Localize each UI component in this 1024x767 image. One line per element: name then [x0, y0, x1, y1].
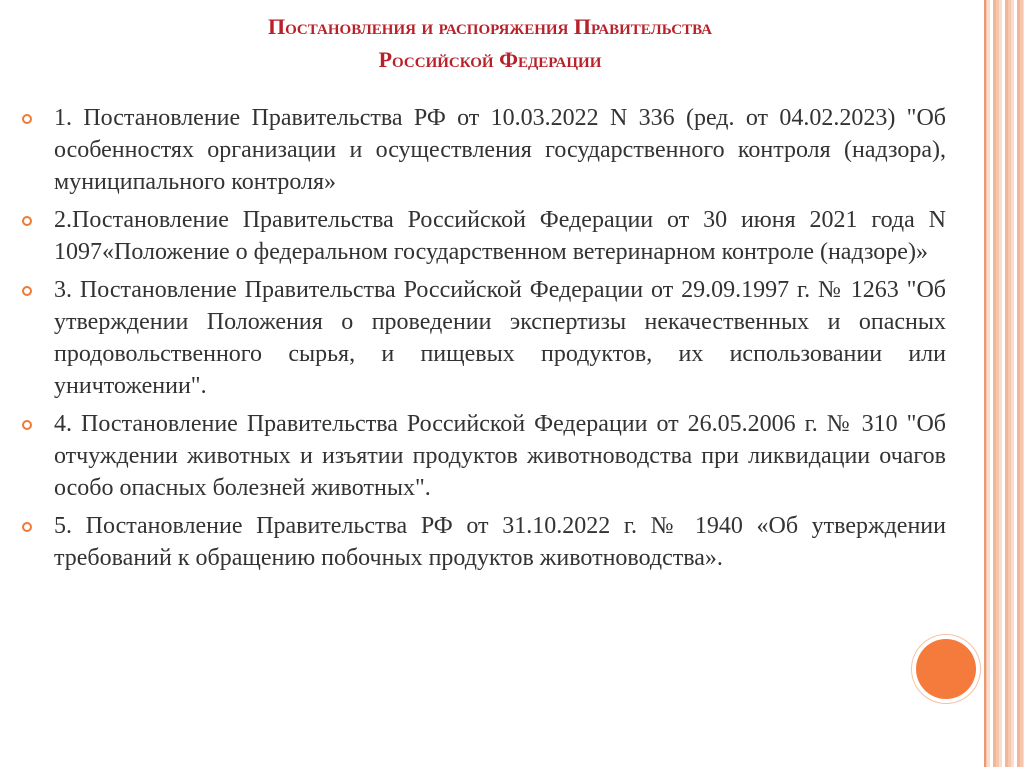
list-item: [22, 204, 946, 268]
list-item-text: 1. Постановление Правительства РФ от 10.03.2022 N 336 (ред. от 04.02.2023) "Об особенностях организации и осуществления государственного контроля (надзора), муниципального контроля»: [54, 105, 946, 195]
slide-title: [60, 10, 920, 76]
list-item: [22, 102, 946, 198]
list-item: [22, 274, 946, 402]
circle-bullet-icon: [22, 420, 32, 430]
circle-bullet-icon: [22, 216, 32, 226]
list-item-text: 4. Постановление Правительства Российской Федерации от 26.05.2006 г. № 310 "Об отчуждении животных и изъятии продуктов животноводства при ликвидации очагов особо опасных болезней животных".: [54, 411, 946, 501]
circle-bullet-icon: [22, 522, 32, 532]
document-list: [22, 102, 946, 574]
decorative-stripes: [984, 0, 1024, 767]
circle-bullet-icon: [22, 114, 32, 124]
stripes-edge: [984, 0, 986, 767]
list-item: [22, 408, 946, 504]
decorative-orange-circle: [916, 639, 976, 699]
list-item-text: 3. Постановление Правительства Российской Федерации от 29.09.1997 г. № 1263 "Об утверждении Положения о проведении экспертизы некачественных и опасных продовольственного сырья, и пищевых продуктов, их использовании или уничтожении".: [54, 277, 946, 399]
circle-bullet-icon: [22, 286, 32, 296]
slide-title-line-1: Постановления и распоряжения Правительства: [267, 14, 713, 39]
slide-title-line-2: Российской Федерации: [378, 47, 602, 72]
list-item-text: 2.Постановление Правительства Российской Федерации от 30 июня 2021 года N 1097«Положение о федеральном государственном ветеринарном контроле (надзоре)»: [54, 207, 946, 265]
list-item: [22, 510, 946, 574]
list-item-text: 5. Постановление Правительства РФ от 31.10.2022 г. № 1940 «Об утверждении требований к обращению побочных продуктов животноводства».: [54, 513, 946, 571]
